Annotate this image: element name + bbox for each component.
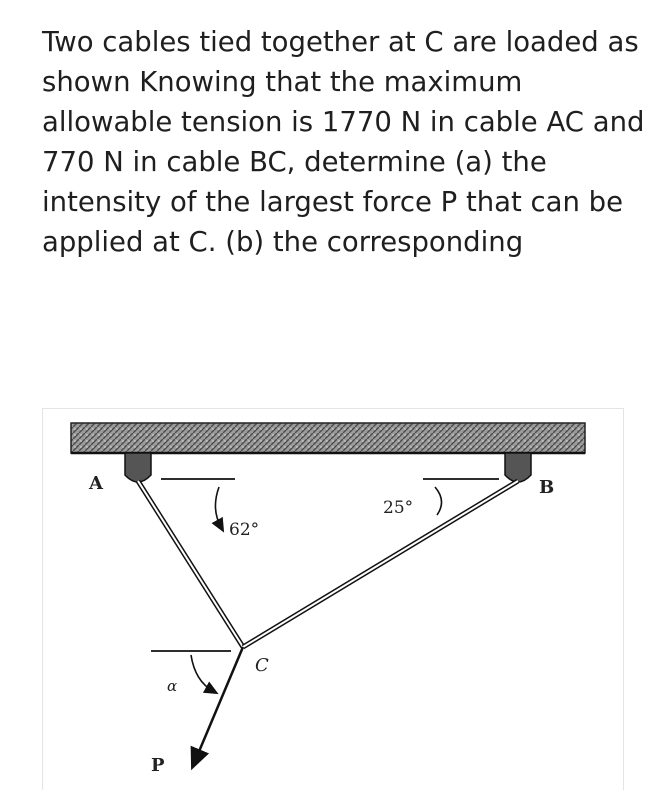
label-b: B bbox=[539, 477, 555, 498]
question-line: Two cables tied together at C are loaded as bbox=[42, 26, 639, 58]
question-line: applied at C. (b) the corresponding bbox=[42, 226, 524, 258]
diagram-svg bbox=[43, 409, 623, 790]
force-p-arrow bbox=[195, 647, 243, 761]
support-b bbox=[505, 453, 531, 482]
ceiling-support bbox=[71, 423, 585, 453]
support-a bbox=[125, 453, 151, 482]
cable-ac-core bbox=[138, 481, 243, 647]
angle-arc-25 bbox=[435, 487, 442, 515]
angle-label-25: 25° bbox=[383, 498, 414, 518]
label-p: P bbox=[151, 755, 165, 776]
angle-arc-alpha bbox=[191, 655, 213, 691]
question-text bbox=[42, 22, 645, 262]
question-line: intensity of the largest force P that can be bbox=[42, 186, 624, 218]
question-line: 770 N in cable BC, determine (a) the bbox=[42, 146, 547, 178]
label-a: A bbox=[89, 473, 103, 494]
question-line: shown Knowing that the maximum bbox=[42, 66, 523, 98]
cable-diagram bbox=[42, 408, 624, 790]
cable-bc-core bbox=[243, 481, 518, 647]
angle-label-62: 62° bbox=[229, 520, 260, 540]
label-c: C bbox=[255, 655, 269, 676]
question-line: allowable tension is 1770 N in cable AC and bbox=[42, 106, 645, 138]
angle-arc-62 bbox=[215, 487, 221, 527]
label-alpha: α bbox=[167, 677, 178, 695]
